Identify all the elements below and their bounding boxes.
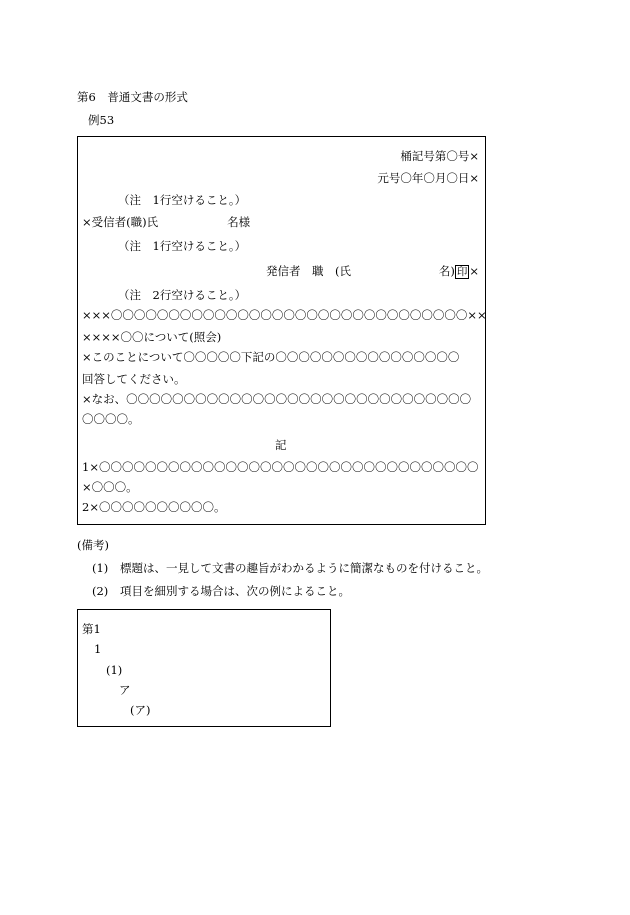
hierarchy-level-3: (1) — [106, 663, 123, 677]
item-1-line-1: 1×〇〇〇〇〇〇〇〇〇〇〇〇〇〇〇〇〇〇〇〇〇〇〇〇〇〇〇〇〇〇〇〇〇 — [82, 460, 479, 474]
body-paragraph-2-line-2: 〇〇〇〇。 — [82, 412, 140, 426]
hierarchy-level-1: 第1 — [82, 622, 101, 636]
note-blank-line-2: （注 1行空けること。） — [118, 239, 247, 253]
subject-line-1: ×××〇〇〇〇〇〇〇〇〇〇〇〇〇〇〇〇〇〇〇〇〇〇〇〇〇〇〇〇〇〇〇×× — [82, 308, 487, 322]
ki-heading: 記 — [275, 438, 287, 452]
remark-2-text: 項目を細別する場合は、次の例によること。 — [120, 584, 350, 598]
item-2: 2×〇〇〇〇〇〇〇〇〇〇。 — [82, 500, 226, 514]
note-blank-line-3: （注 2行空けること。） — [118, 288, 247, 302]
hierarchy-level-5: (ア) — [130, 703, 151, 717]
remarks-heading: (備考) — [77, 538, 109, 552]
sender-name-suffix: 名) — [438, 264, 455, 278]
body-paragraph-1-line-1: ×このことについて〇〇〇〇〇下記の〇〇〇〇〇〇〇〇〇〇〇〇〇〇〇〇 — [82, 350, 460, 364]
body-paragraph-1-line-2: 回答してください。 — [82, 372, 186, 386]
remark-1-number: (1) — [92, 561, 109, 575]
doc-date: 元号〇年〇月〇日× — [377, 171, 479, 185]
hierarchy-level-2: 1 — [94, 642, 102, 656]
doc-number: 桶記号第〇号× — [400, 149, 479, 163]
hierarchy-level-4: ア — [119, 683, 131, 697]
remark-2-number: (2) — [92, 584, 109, 598]
sender-end-mark: × — [469, 264, 479, 278]
body-paragraph-2-line-1: ×なお、〇〇〇〇〇〇〇〇〇〇〇〇〇〇〇〇〇〇〇〇〇〇〇〇〇〇〇〇〇〇 — [82, 392, 472, 406]
sender-name-seal — [439, 264, 479, 279]
sender-prefix: 発信者 職 (氏 — [266, 264, 351, 278]
seal-mark: 印 — [456, 266, 468, 278]
hierarchy-example-box — [77, 609, 331, 727]
note-blank-line-1: （注 1行空けること。） — [118, 193, 247, 207]
example-label: 例53 — [88, 113, 115, 127]
item-1-line-2: ×〇〇〇。 — [82, 480, 138, 494]
recipient-line: ×受信者(職)氏 名様 — [82, 215, 251, 229]
subject-line-2: ××××〇〇について(照会) — [82, 330, 222, 344]
section-heading: 第6 普通文書の形式 — [77, 90, 188, 104]
remark-1-text: 標題は、一見して文書の趣旨がわかるように簡潔なものを付けること。 — [120, 561, 488, 575]
letter-template-box — [77, 136, 486, 525]
